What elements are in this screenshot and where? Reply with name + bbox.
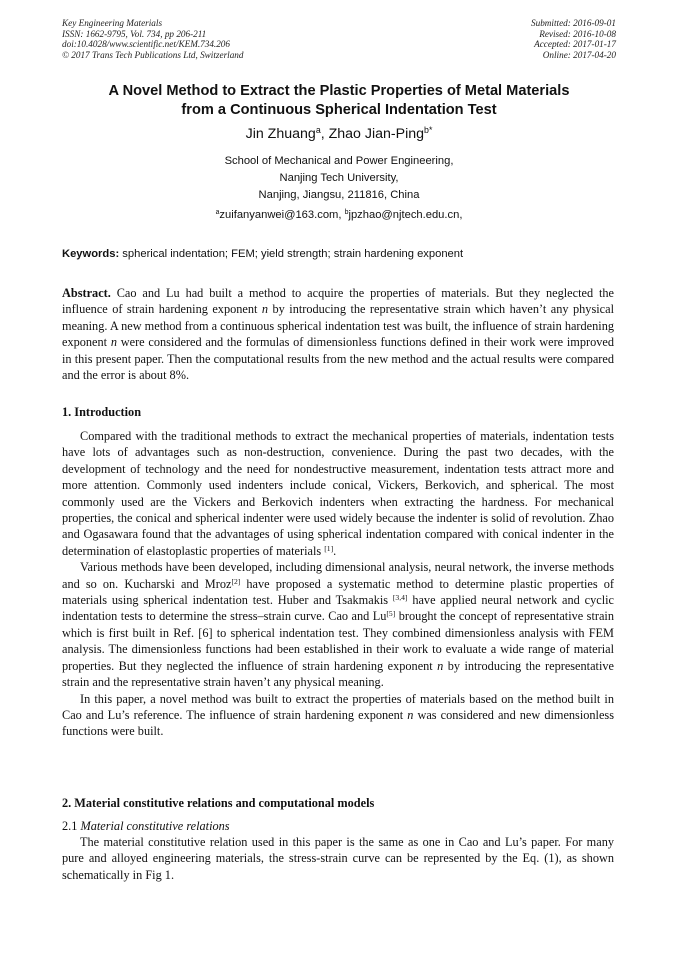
section-2-heading: 2. Material constitutive relations and computational models xyxy=(62,796,375,810)
affiliation-line-3: Nanjing, Jiangsu, 211816, China xyxy=(258,189,420,201)
title-line-1: A Novel Method to Extract the Plastic Properties of Metal Materials xyxy=(108,83,570,99)
author-1-mark: a xyxy=(315,125,321,136)
abstract xyxy=(62,285,614,383)
symbol-n: n xyxy=(110,335,117,350)
author-2-mark: b* xyxy=(424,125,433,136)
keywords-label: Keywords: xyxy=(62,248,120,260)
intro-p2-text-c: have applied neural network and cyclic indentation tests to determine the stress–strain curve. Cao and Lu xyxy=(62,593,614,624)
abstract-text-3: were considered and the formulas of dimensionless functions defined in their work were improved in this present paper. Then the computational results from the new method and the actual results were compared and the error is about 8%. xyxy=(62,335,614,383)
journal-header-left xyxy=(62,18,243,60)
section-2-1-body xyxy=(62,834,614,883)
abstract-paragraph xyxy=(62,285,614,383)
title-line-2: from a Continuous Spherical Indentation Test xyxy=(181,102,497,118)
intro-p2-text-e: by introducing the representative strain and the representative strain haven’t any physical meaning. xyxy=(62,658,614,690)
keywords xyxy=(62,246,618,263)
email-a[interactable]: zuifanyanwei@163.com, xyxy=(219,209,345,221)
issn-line: ISSN: 1662-9795, Vol. 734, pp 206-211 xyxy=(62,28,207,39)
keywords-text: spherical indentation; FEM; yield strength; strain hardening exponent xyxy=(119,248,464,260)
revised-date: Revised: 2016-10-08 xyxy=(539,28,616,39)
journal-name: Key Engineering Materials xyxy=(62,18,163,28)
abstract-text-2: by introducing the representative strain which haven’t any physical meaning. A new method from a continuous spherical indentation test was built, the influence of strain hardening exponent xyxy=(62,302,614,350)
intro-paragraph-2 xyxy=(62,559,614,690)
subsection-title: Material constitutive relations xyxy=(80,819,230,833)
doi-link[interactable]: doi:10.4028/www.scientific.net/KEM.734.206 xyxy=(62,39,230,50)
intro-p1-text: Compared with the traditional methods to extract the mechanical properties of materials, indentation tests have lots of advantages such as non-destruction, convenience. During the past two decades, with the development of technology and the need for nondestructive measurement, indentation tests attract more and more attention. Commonly used indenters include conical, Vickers, Berkovich, and spherical. The most commonly used are the Vickers and Berkovich indenters when extracting the hardness. For mechanical properties, the conical and spherical indenter were used widely because the indenter is solid of revolution. Zhao and Ogasawara found that the advantages of using spherical indentation compared with conical indenter in the determination of elastoplastic properties of materials xyxy=(62,429,614,558)
intro-paragraph-1 xyxy=(62,428,614,559)
intro-p1-end: . xyxy=(333,543,337,558)
subsection-2-1-heading xyxy=(62,818,614,834)
online-date: Online: 2017-04-20 xyxy=(542,49,616,60)
citation-5[interactable]: [5] xyxy=(386,609,396,619)
paper-title xyxy=(40,82,638,120)
abstract-text-1: Cao and Lu had built a method to acquire the properties of materials. But they neglected the influence of strain hardening exponent xyxy=(62,286,614,317)
intro-p3-text-a: In this paper, a novel method was built to extract the properties of materials based on the method built in Cao and Lu’s reference. The influence of strain hardening exponent xyxy=(62,691,614,722)
email-a-mark: a xyxy=(215,209,220,217)
email-b[interactable]: jpzhao@njtech.edu.cn, xyxy=(348,209,463,221)
affiliation-line-2: Nanjing Tech University, xyxy=(279,172,399,184)
author-2: Zhao Jian-Ping xyxy=(328,126,425,142)
intro-p2-text-a: Various methods have been developed, including dimensional analysis, neural network, the inverse methods and so on. Kucharski and Mroz xyxy=(62,560,614,591)
submitted-date: Submitted: 2016-09-01 xyxy=(531,18,616,28)
symbol-n: n xyxy=(407,707,414,722)
subsection-number: 2.1 xyxy=(62,819,81,833)
intro-paragraph-3 xyxy=(62,691,614,740)
citation-3-4[interactable]: [3,4] xyxy=(392,592,408,602)
introduction-body xyxy=(62,428,614,740)
symbol-n: n xyxy=(437,658,444,673)
abstract-label: Abstract. xyxy=(62,286,111,300)
affiliation-line-1: School of Mechanical and Power Engineering, xyxy=(224,155,454,167)
accepted-date: Accepted: 2017-01-17 xyxy=(534,39,616,50)
intro-p3-text-b: was considered and new dimensionless functions were built. xyxy=(62,707,614,739)
author-emails xyxy=(40,207,638,224)
section-1-heading: 1. Introduction xyxy=(62,405,142,419)
citation-2[interactable]: [2] xyxy=(231,576,241,586)
author-1: Jin Zhuang xyxy=(245,126,316,142)
section-2-1-paragraph: The material constitutive relation used in this paper is the same as one in Cao and Lu’s paper. For many pure and alloyed engineering materials, the stress-strain curve can be represented by the Eq. (1), as shown schematically in Fig 1. xyxy=(62,835,614,882)
citation-1[interactable]: [1] xyxy=(324,543,334,553)
journal-header-right xyxy=(531,18,616,60)
copyright-line: © 2017 Trans Tech Publications Ltd, Switzerland xyxy=(62,49,244,60)
author-list xyxy=(40,124,638,144)
author-separator: , xyxy=(320,126,329,142)
email-b-mark: b xyxy=(344,209,349,217)
affiliation xyxy=(40,153,638,204)
intro-p2-text-b: have proposed a systematic method to determine plastic properties of materials using spherical indentation test. Huber and Tsakmakis xyxy=(62,576,614,608)
symbol-n: n xyxy=(261,302,269,317)
intro-p2-text-d: brought the concept of representative strain which is first built in Ref. [6] to spherical indentation test. They combined dimensionless analysis with FEM analysis. The dimensionless functions had been established in their work to evaluate a wide range of material properties. But they neglected the influence of strain hardening exponent xyxy=(62,609,614,673)
